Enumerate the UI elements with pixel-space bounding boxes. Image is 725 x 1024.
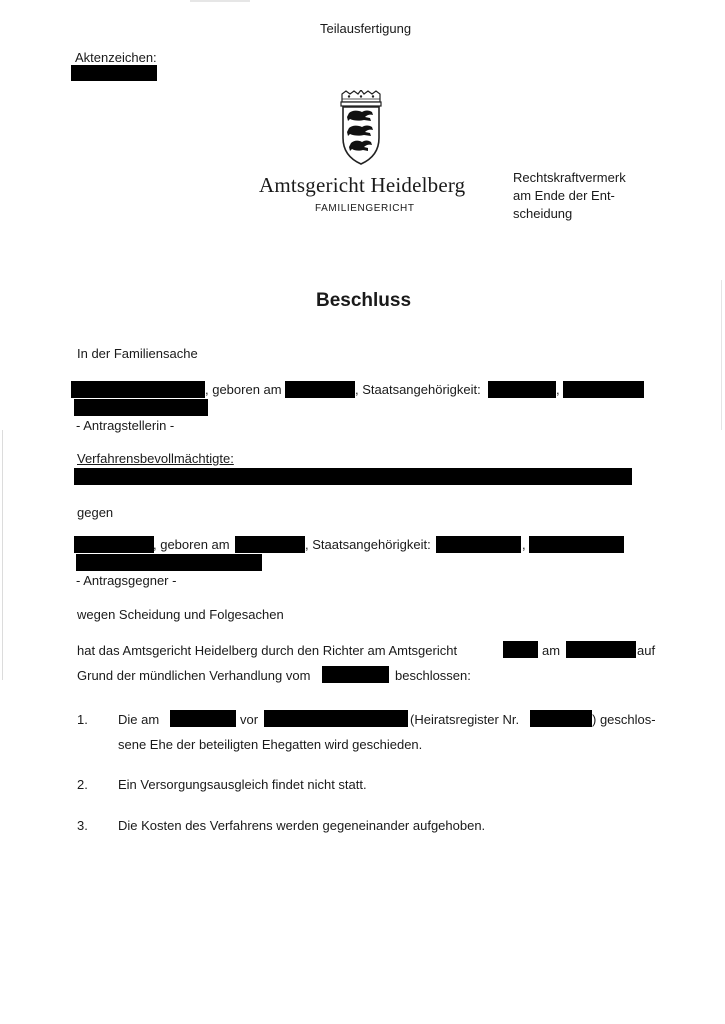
redacted-applicant-name: [71, 381, 205, 398]
scan-artifact: [2, 430, 3, 680]
finality-note-line: Rechtskraftvermerk: [513, 170, 626, 185]
comma: ,: [522, 537, 526, 552]
decision-intro-line2-end: beschlossen:: [395, 668, 471, 683]
item-1-text: sene Ehe der beteiligten Ehegatten wird geschieden.: [118, 737, 423, 752]
item-number: 2.: [77, 777, 88, 792]
redacted-respondent-nationality: [436, 536, 521, 553]
redacted-applicant-address: [563, 381, 644, 398]
copy-type-label: Teilausfertigung: [320, 21, 412, 36]
comma: ,: [556, 382, 560, 397]
redacted-respondent-name: [74, 536, 154, 553]
subject-text: wegen Scheidung und Folgesachen: [77, 607, 284, 622]
redacted-registry-number: [530, 710, 592, 727]
finality-note-line: scheidung: [513, 206, 573, 221]
versus-text: gegen: [77, 505, 114, 520]
decision-intro-part2: am: [542, 643, 561, 658]
redacted-marriage-date: [170, 710, 236, 727]
redacted-file-number: [71, 65, 157, 81]
redacted-respondent-address: [76, 554, 262, 571]
item-1-text: (Heiratsregister Nr.: [410, 712, 520, 727]
scan-artifact: [190, 0, 250, 2]
redacted-counsel: [74, 468, 632, 485]
redacted-judge-name: [503, 641, 538, 658]
respondent-role: - Antragsgegner -: [76, 573, 177, 588]
court-division: FAMILIENGERICHT: [315, 203, 415, 214]
applicant-born-label: , geboren am: [205, 382, 282, 397]
file-number-label: Aktenzeichen:: [75, 50, 157, 65]
redacted-registry-office: [264, 710, 408, 727]
counsel-label: Verfahrensbevollmächtigte:: [77, 451, 234, 466]
item-1-text: ) geschlos-: [592, 712, 656, 727]
decision-intro-part3: auf: [637, 643, 656, 658]
redacted-hearing-date: [322, 666, 389, 683]
document-title: Beschluss: [316, 290, 412, 311]
item-number: 1.: [77, 712, 88, 727]
redacted-respondent-birthdate: [235, 536, 305, 553]
redacted-applicant-birthdate: [285, 381, 355, 398]
respondent-born-label: , geboren am: [153, 537, 230, 552]
decision-intro-line2: Grund der mündlichen Verhandlung vom: [77, 668, 311, 683]
applicant-role: - Antragstellerin -: [76, 418, 175, 433]
item-1-text: vor: [240, 712, 259, 727]
item-3-text: Die Kosten des Verfahrens werden gegeneinander aufgehoben.: [118, 818, 486, 833]
item-2-text: Ein Versorgungsausgleich findet nicht statt.: [118, 777, 367, 792]
redacted-decision-date: [566, 641, 636, 658]
intro-text: In der Familiensache: [77, 346, 198, 361]
scan-artifact: [721, 280, 722, 430]
redacted-respondent-address: [529, 536, 624, 553]
finality-note-line: am Ende der Ent-: [513, 188, 615, 203]
item-1-text: Die am: [118, 712, 160, 727]
court-emblem-icon: [336, 90, 386, 166]
redacted-applicant-nationality: [488, 381, 556, 398]
court-name: Amtsgericht Heidelberg: [259, 173, 466, 197]
item-number: 3.: [77, 818, 88, 833]
applicant-nationality-label: , Staatsangehörigkeit:: [355, 382, 481, 397]
respondent-nationality-label: , Staatsangehörigkeit:: [305, 537, 431, 552]
redacted-applicant-address: [74, 399, 208, 416]
decision-intro-part1: hat das Amtsgericht Heidelberg durch den Richter am Amtsgericht: [77, 643, 458, 658]
